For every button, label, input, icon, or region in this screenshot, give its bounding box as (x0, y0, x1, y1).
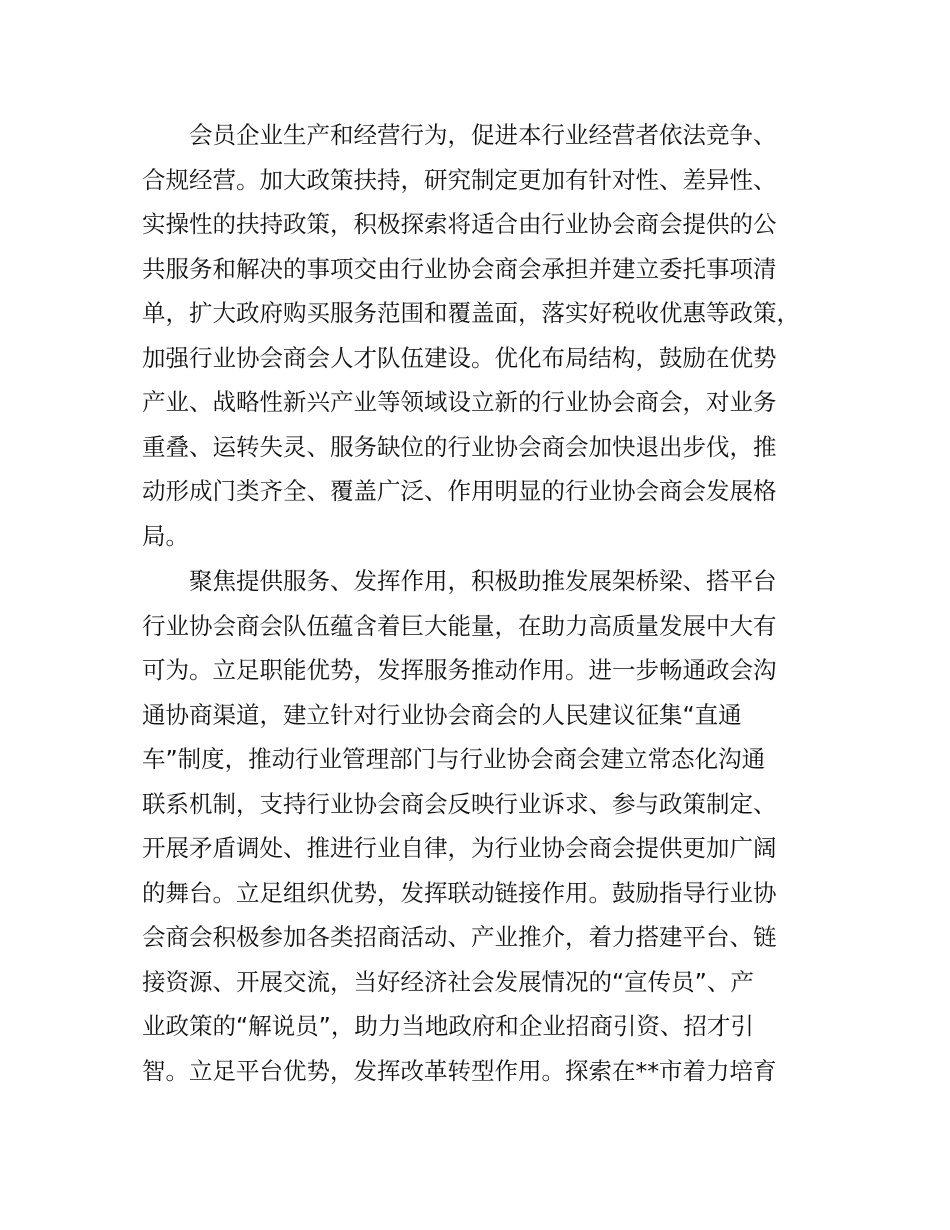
text-line: 业政策的“解说员”，助力当地政府和企业招商引资、招才引 (142, 1012, 754, 1040)
text-line: 共服务和解决的事项交由行业协会商会承担并建立委托事项清 (142, 254, 777, 283)
text-line: 局。 (142, 521, 189, 550)
text-line: 单，扩大政府购买服务范围和覆盖面，落实好税收优惠等政策， (142, 299, 800, 327)
text-line: 通协商渠道，建立针对行业协会商会的人民建议征集“直通 (142, 700, 742, 729)
text-line: 加强行业协会商会人才队伍建设。优化布局结构，鼓励在优势 (142, 343, 777, 372)
text-line: 实操性的扶持政策，积极探索将适合由行业协会商会提供的公 (142, 210, 777, 238)
text-line: 行业协会商会队伍蕴含着巨大能量，在助力高质量发展中大有 (142, 611, 777, 640)
text-line: 智。立足平台优势，发挥改革转型作用。探索在**市着力培育 (142, 1056, 777, 1085)
text-line: 车”制度，推动行业管理部门与行业协会商会建立常态化沟通 (142, 745, 766, 773)
text-line: 的舞台。立足组织优势，发挥联动链接作用。鼓励指导行业协 (142, 878, 777, 907)
text-line: 重叠、运转失灵、服务缺位的行业协会商会加快退出步伐，推 (142, 432, 777, 461)
text-line: 产业、战略性新兴产业等领域设立新的行业协会商会，对业务 (142, 388, 777, 416)
text-line: 可为。立足职能优势，发挥服务推动作用。进一步畅通政会沟 (142, 656, 777, 684)
text-line: 合规经营。加大政策扶持，研究制定更加有针对性、差异性、 (142, 165, 777, 194)
text-line: 会商会积极参加各类招商活动、产业推介，着力搭建平台、链 (142, 923, 777, 951)
text-line: 动形成门类齐全、覆盖广泛、作用明显的行业协会商会发展格 (142, 477, 777, 505)
text-line: 聚焦提供服务、发挥作用，积极助推发展架桥梁、搭平台 (189, 567, 777, 595)
text-line: 联系机制，支持行业协会商会反映行业诉求、参与政策制定、 (142, 789, 777, 818)
text-line: 会员企业生产和经营行为，促进本行业经营者依法竞争、 (189, 121, 777, 149)
text-line: 接资源、开展交流，当好经济社会发展情况的“宣传员”、产 (142, 967, 754, 996)
paragraph-2 (142, 559, 842, 1093)
paragraph-1 (142, 113, 842, 558)
text-line: 开展矛盾调处、推进行业自律，为行业协会商会提供更加广阔 (142, 834, 777, 862)
